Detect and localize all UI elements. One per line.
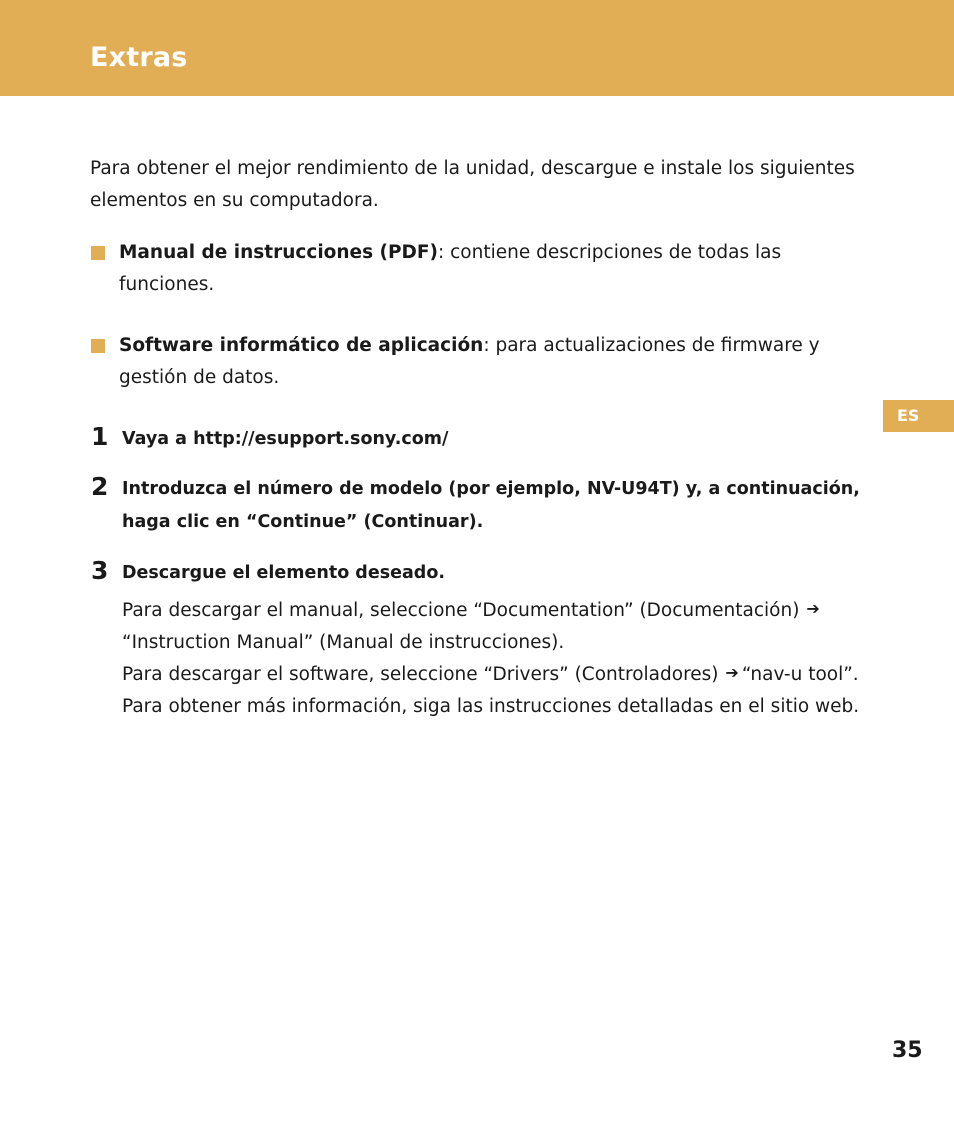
intro-paragraph: Para obtener el mejor rendimiento de la unidad, descargue e instale los siguientes elementos en su computadora. xyxy=(90,158,855,211)
manual-instruction-target: “Instruction Manual” (Manual de instrucciones). xyxy=(122,632,565,653)
arrow-right-icon: ➔ xyxy=(806,599,820,618)
page-title: Extras xyxy=(90,42,188,73)
manual-instruction: Para descargar el manual, seleccione “Documentation” (Documentación) xyxy=(122,600,800,621)
step-number: 1 xyxy=(91,422,109,451)
arrow-right-icon: ➔ xyxy=(725,663,739,682)
software-instruction: Para descargar el software, seleccione “Drivers” (Controladores) xyxy=(122,664,719,685)
language-tab: ES xyxy=(883,400,954,432)
step-text: Introduzca el número de modelo (por ejemplo, NV-U94T) y, a continuación, haga clic en “Continue” (Continuar). xyxy=(122,479,860,532)
download-items-list xyxy=(90,237,870,394)
step-text: Vaya a http://esupport.sony.com/ xyxy=(122,429,449,449)
header-band xyxy=(0,0,954,96)
list-item xyxy=(90,237,870,301)
steps-list xyxy=(90,423,870,723)
bullet-description: : contiene descripciones de todas las funciones. xyxy=(119,242,782,295)
square-bullet-icon xyxy=(91,246,105,260)
bullet-term: Manual de instrucciones (PDF) xyxy=(119,242,439,263)
step-3 xyxy=(90,557,870,723)
page-number: 35 xyxy=(892,1038,923,1063)
step-number: 2 xyxy=(91,472,109,501)
step-number: 3 xyxy=(91,556,109,585)
bullet-description: : para actualizaciones de firmware y gestión de datos. xyxy=(119,335,820,388)
bullet-term: Software informático de aplicación xyxy=(119,335,484,356)
step-1 xyxy=(90,423,870,456)
step-text: Descargue el elemento deseado. xyxy=(122,563,445,583)
step-2 xyxy=(90,473,870,539)
list-item xyxy=(90,330,870,394)
main-content xyxy=(90,153,870,723)
software-instruction-target: “nav-u tool”. xyxy=(741,664,859,685)
step-description xyxy=(122,595,870,723)
more-info-text: Para obtener más información, siga las instrucciones detalladas en el sitio web. xyxy=(122,696,860,717)
square-bullet-icon xyxy=(91,339,105,353)
